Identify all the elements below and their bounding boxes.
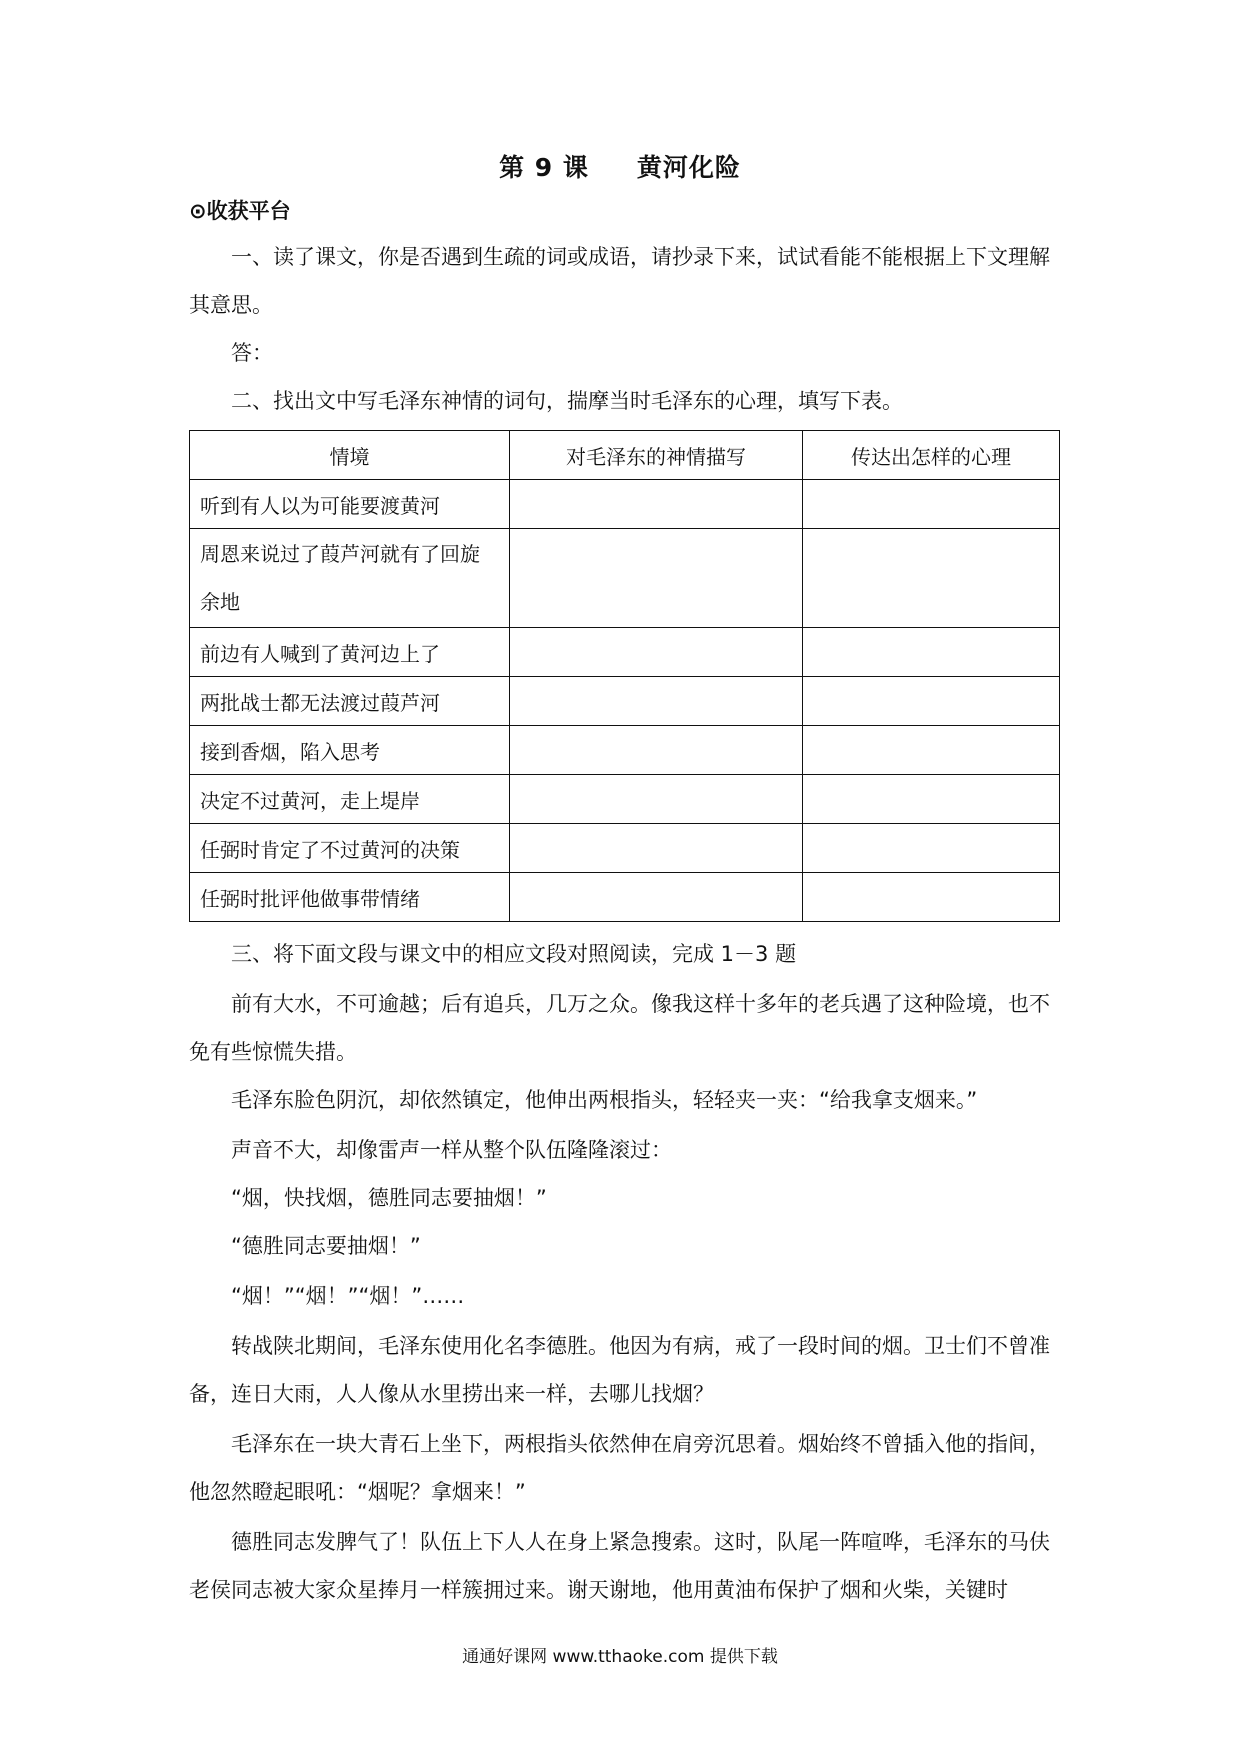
table-row: [190, 529, 1060, 628]
question-1: 一、读了课文，你是否遇到生疏的词或成语，请抄录下来，试试看能不能根据上下文理解其意思。: [189, 245, 1050, 317]
answer-label: 答：: [231, 341, 273, 365]
situation-cell: 任弼时批评他做事带情绪: [190, 873, 510, 922]
question-2: 二、找出文中写毛泽东神情的词句，揣摩当时毛泽东的心理，填写下表。: [231, 389, 903, 413]
table-row: [190, 677, 1060, 726]
psychology-cell[interactable]: [803, 529, 1060, 628]
situation-cell: 接到香烟，陷入思考: [190, 726, 510, 775]
lesson-name: 黄河化险: [636, 153, 741, 182]
expression-cell[interactable]: [510, 480, 803, 529]
situation-cell: 听到有人以为可能要渡黄河: [190, 480, 510, 529]
expression-cell[interactable]: [510, 824, 803, 873]
expression-cell[interactable]: [510, 628, 803, 677]
page-footer: 通通好课网 www.tthaoke.com 提供下载: [462, 1647, 778, 1667]
table-row: [190, 726, 1060, 775]
lesson-number: 第 9 课: [499, 153, 589, 182]
passage-paragraph: “德胜同志要抽烟！”: [231, 1234, 421, 1258]
psychology-cell[interactable]: [803, 726, 1060, 775]
table-row: [190, 628, 1060, 677]
passage-paragraph: 毛泽东脸色阴沉，却依然镇定，他伸出两根指头，轻轻夹一夹：“给我拿支烟来。”: [231, 1088, 978, 1112]
passage-paragraph: 前有大水，不可逾越；后有追兵，几万之众。像我这样十多年的老兵遇了这种险境，也不免有些惊慌失措。: [189, 992, 1050, 1064]
expression-cell[interactable]: [510, 775, 803, 824]
psychology-cell[interactable]: [803, 628, 1060, 677]
psychology-cell[interactable]: [803, 824, 1060, 873]
situation-cell: 周恩来说过了葭芦河就有了回旋余地: [190, 529, 510, 628]
psychology-cell[interactable]: [803, 873, 1060, 922]
situation-cell: 前边有人喊到了黄河边上了: [190, 628, 510, 677]
expression-cell[interactable]: [510, 677, 803, 726]
passage-paragraph: “烟！”“烟！”“烟！”……: [231, 1284, 465, 1308]
table-row: [190, 480, 1060, 529]
psychology-cell[interactable]: [803, 480, 1060, 529]
passage-paragraph: 声音不大，却像雷声一样从整个队伍隆隆滚过：: [231, 1138, 672, 1162]
table-header: 传达出怎样的心理: [803, 431, 1060, 480]
table-row: [190, 775, 1060, 824]
expression-cell[interactable]: [510, 873, 803, 922]
psychology-cell[interactable]: [803, 677, 1060, 726]
psychology-cell[interactable]: [803, 775, 1060, 824]
expression-cell[interactable]: [510, 726, 803, 775]
passage-paragraph: 毛泽东在一块大青石上坐下，两根指头依然伸在肩旁沉思着。烟始终不曾插入他的指间，他忽然瞪起眼吼：“烟呢？拿烟来！”: [189, 1432, 1050, 1504]
table-row: [190, 873, 1060, 922]
passage-paragraph: “烟，快找烟，德胜同志要抽烟！”: [231, 1186, 547, 1210]
table-header: 情境: [190, 431, 510, 480]
table-row: [190, 824, 1060, 873]
passage-paragraph: 转战陕北期间，毛泽东使用化名李德胜。他因为有病，戒了一段时间的烟。卫士们不曾准备，连日大雨，人人像从水里捞出来一样，去哪儿找烟？: [189, 1334, 1050, 1406]
situation-cell: 任弼时肯定了不过黄河的决策: [190, 824, 510, 873]
expression-cell[interactable]: [510, 529, 803, 628]
situation-cell: 决定不过黄河，走上堤岸: [190, 775, 510, 824]
table-header: 对毛泽东的神情描写: [510, 431, 803, 480]
situation-cell: 两批战士都无法渡过葭芦河: [190, 677, 510, 726]
passage-paragraph: 德胜同志发脾气了！队伍上下人人在身上紧急搜索。这时，队尾一阵喧哗，毛泽东的马伕老侯同志被大家众星捧月一样簇拥过来。谢天谢地，他用黄油布保护了烟和火柴，关键时: [189, 1530, 1050, 1602]
lesson-title: [0, 148, 1240, 184]
emotion-table: [189, 430, 1060, 922]
table-header-row: [190, 431, 1060, 480]
section-heading: ⊙收获平台: [189, 199, 291, 223]
question-3: 三、将下面文段与课文中的相应文段对照阅读，完成 1－3 题: [231, 942, 797, 966]
